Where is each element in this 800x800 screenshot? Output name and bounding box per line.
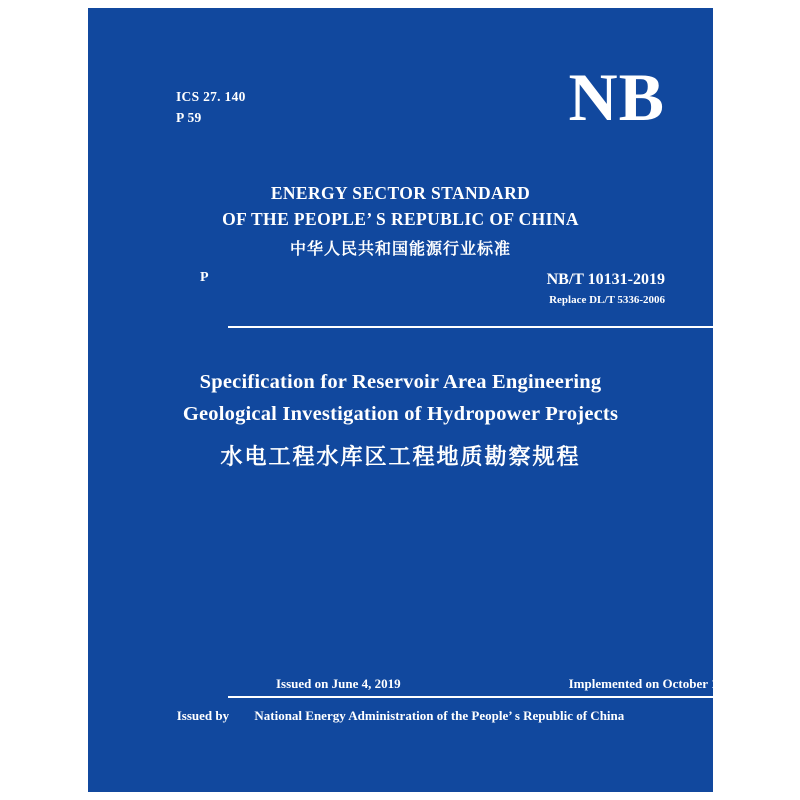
issuing-organization: National Energy Administration of the People’ s Republic of China <box>254 708 625 723</box>
implemented-on-date: Implemented on October 1, 2019 <box>568 676 750 691</box>
ics-block <box>176 86 246 128</box>
issued-on-date: Issued on June 4, 2019 <box>276 676 401 691</box>
ics-code: ICS 27. 140 <box>176 89 246 104</box>
standard-cover <box>88 8 750 792</box>
category-letter: P <box>200 270 209 285</box>
designation-row <box>88 270 713 320</box>
issued-by-row <box>88 708 713 724</box>
document-title-en-line1: Specification for Reservoir Area Engineering <box>199 371 602 393</box>
standard-number: NB/T 10131-2019 <box>546 271 665 288</box>
document-title-cn: 水电工程水库区工程地质勘察规程 <box>220 445 581 470</box>
divider-bottom <box>228 696 758 698</box>
issuer-heading <box>88 180 713 232</box>
dates-row <box>228 676 758 694</box>
nb-logo: NB <box>568 59 665 135</box>
replaces-note: Replace DL/T 5336-2006 <box>549 294 665 306</box>
classification-code: P 59 <box>176 110 202 125</box>
issuer-heading-line1: ENERGY SECTOR STANDARD <box>270 183 531 203</box>
document-title-en-line2: Geological Investigation of Hydropower Projects <box>182 403 619 425</box>
issued-by-label: Issued by <box>176 708 230 723</box>
divider-top <box>228 326 758 328</box>
issuer-heading-line2: OF THE PEOPLE’ S REPUBLIC OF CHINA <box>222 209 579 229</box>
document-title <box>148 366 653 471</box>
issuer-heading-chinese: 中华人民共和国能源行业标准 <box>289 239 511 258</box>
